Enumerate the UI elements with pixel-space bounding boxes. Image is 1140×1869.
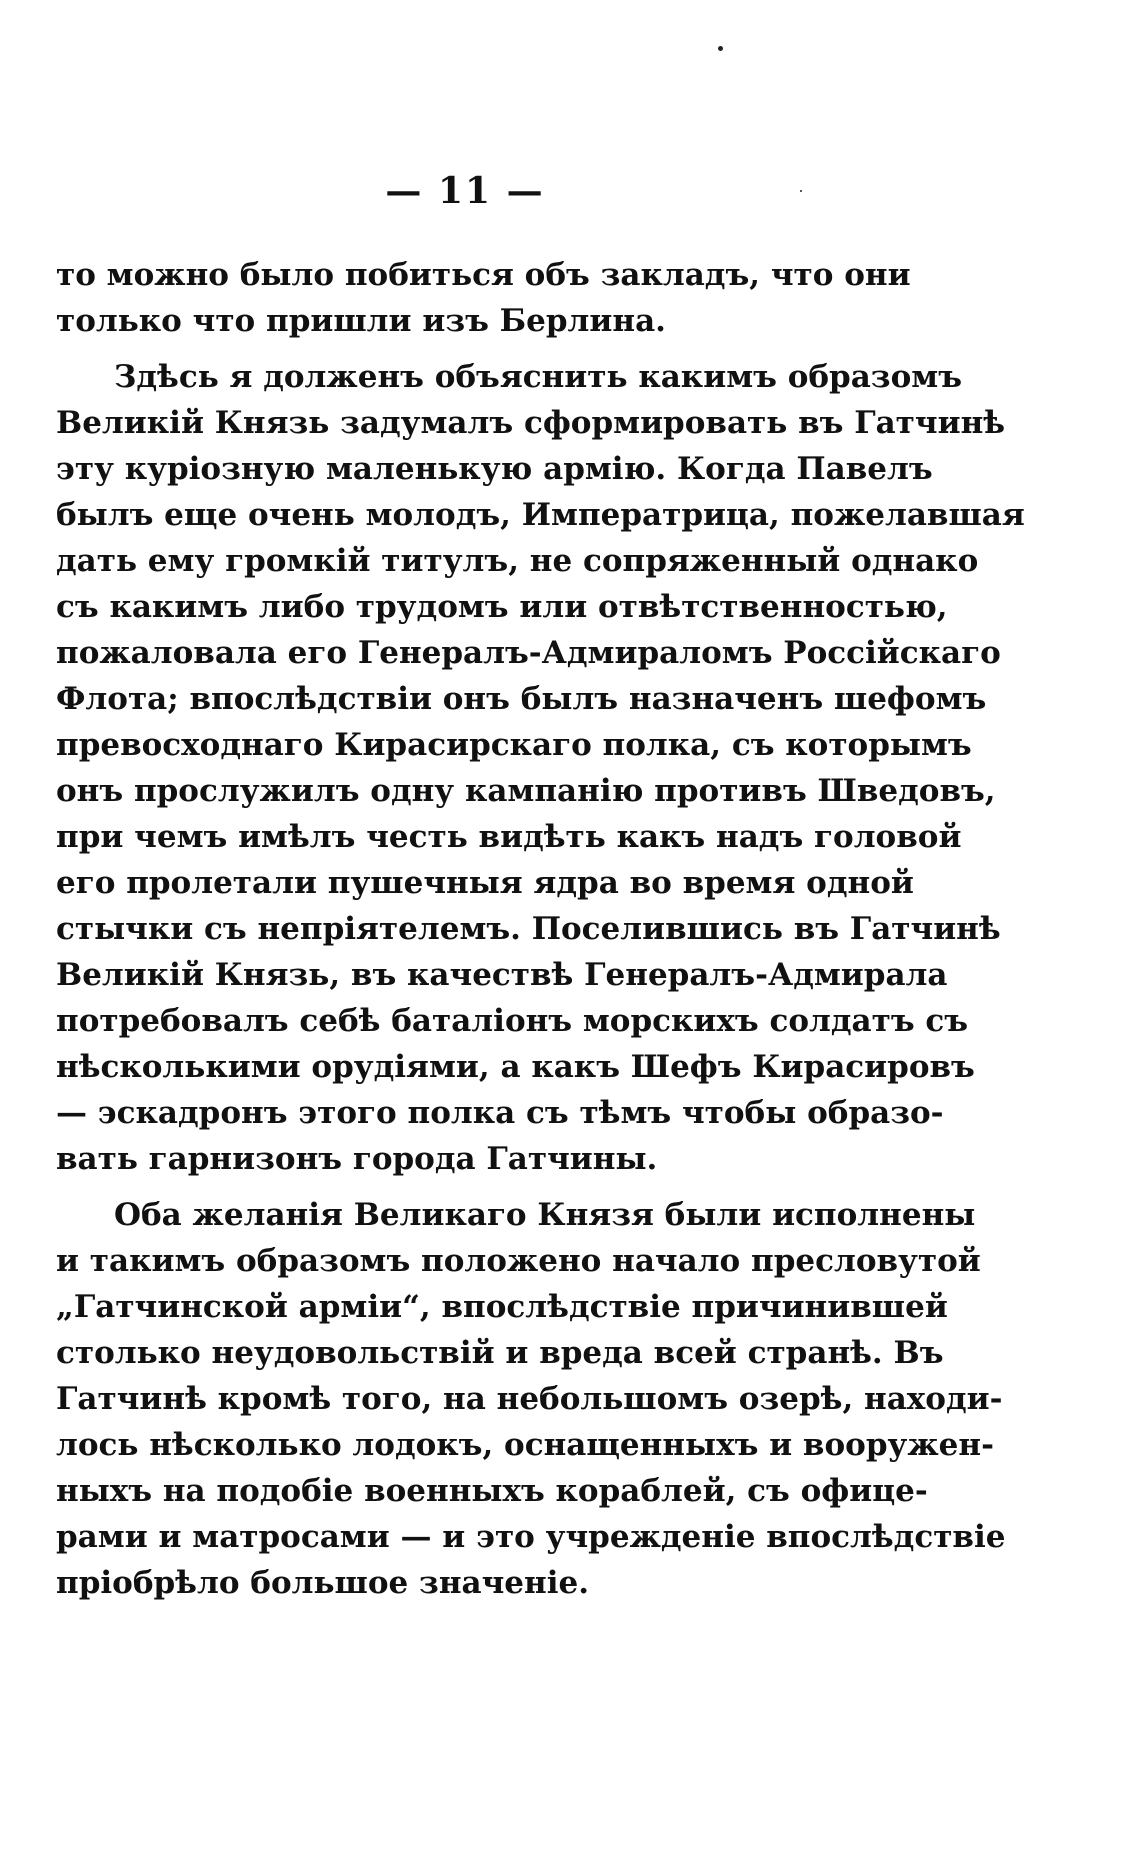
text-line: лось нѣсколько лодокъ, оснащенныхъ и вооружен- xyxy=(56,1427,994,1463)
text-line: эту куріозную маленькую армію. Когда Павелъ xyxy=(56,451,933,487)
text-line: при чемъ имѣлъ честь видѣть какъ надъ головой xyxy=(56,819,962,855)
text-line: его пролетали пушечныя ядра во время одной xyxy=(56,865,914,901)
text-line: только что пришли изъ Берлина. xyxy=(56,303,666,339)
text-line: Оба желанія Великаго Князя были исполнены xyxy=(114,1197,976,1233)
text-line: — эскадронъ этого полка съ тѣмъ чтобы образо- xyxy=(56,1095,944,1131)
text-line: и такимъ образомъ положено начало пресловутой xyxy=(56,1243,981,1279)
text-line: то можно было побиться объ закладъ, что они xyxy=(56,257,911,293)
text-line: былъ еще очень молодъ, Императрица, пожелавшая xyxy=(56,497,1025,533)
text-line: Здѣсь я долженъ объяснить какимъ образомъ xyxy=(114,359,962,395)
paragraph xyxy=(56,252,911,344)
text-line: Гатчинѣ кромѣ того, на небольшомъ озерѣ, находи- xyxy=(56,1381,1003,1417)
paragraph xyxy=(56,354,1025,1182)
text-line: потребовалъ себѣ баталіонъ морскихъ солдатъ съ xyxy=(56,1003,969,1039)
body-text xyxy=(56,252,1025,1606)
text-line: пожаловала его Генералъ-Адмираломъ Россійскаго xyxy=(56,635,1001,671)
text-line: столько неудовольствій и вреда всей странѣ. Въ xyxy=(56,1335,944,1371)
text-line: Великій Князь задумалъ сформировать въ Гатчинѣ xyxy=(56,405,1006,441)
text-line: превосходнаго Кирасирскаго полка, съ которымъ xyxy=(56,727,972,763)
paragraph xyxy=(56,1192,1006,1606)
text-line: ныхъ на подобіе военныхъ кораблей, съ офице- xyxy=(56,1473,928,1509)
text-line: нѣсколькими орудіями, а какъ Шефъ Кирасировъ xyxy=(56,1049,975,1085)
text-line: Флота; впослѣдствіи онъ былъ назначенъ шефомъ xyxy=(56,681,987,717)
text-line: рами и матросами — и это учрежденіе впослѣдствіе xyxy=(56,1519,1006,1555)
text-line: съ какимъ либо трудомъ или отвѣтственностью, xyxy=(56,589,948,625)
text-line: онъ прослужилъ одну кампанію противъ Шведовъ, xyxy=(56,773,996,809)
text-line: дать ему громкій титулъ, не сопряженный однако xyxy=(56,543,979,579)
text-line: Великій Князь, въ качествѣ Генералъ-Адмирала xyxy=(56,957,948,993)
text-line: пріобрѣло большое значеніе. xyxy=(56,1565,590,1601)
text-line: стычки съ непріятелемъ. Поселившись въ Гатчинѣ xyxy=(56,911,1001,947)
text-line: „Гатчинской арміи“, впослѣдствіе причинившей xyxy=(56,1289,948,1325)
text-line: вать гарнизонъ города Гатчины. xyxy=(56,1141,658,1177)
print-speck xyxy=(718,46,723,51)
page-number: — 11 — xyxy=(385,170,545,212)
